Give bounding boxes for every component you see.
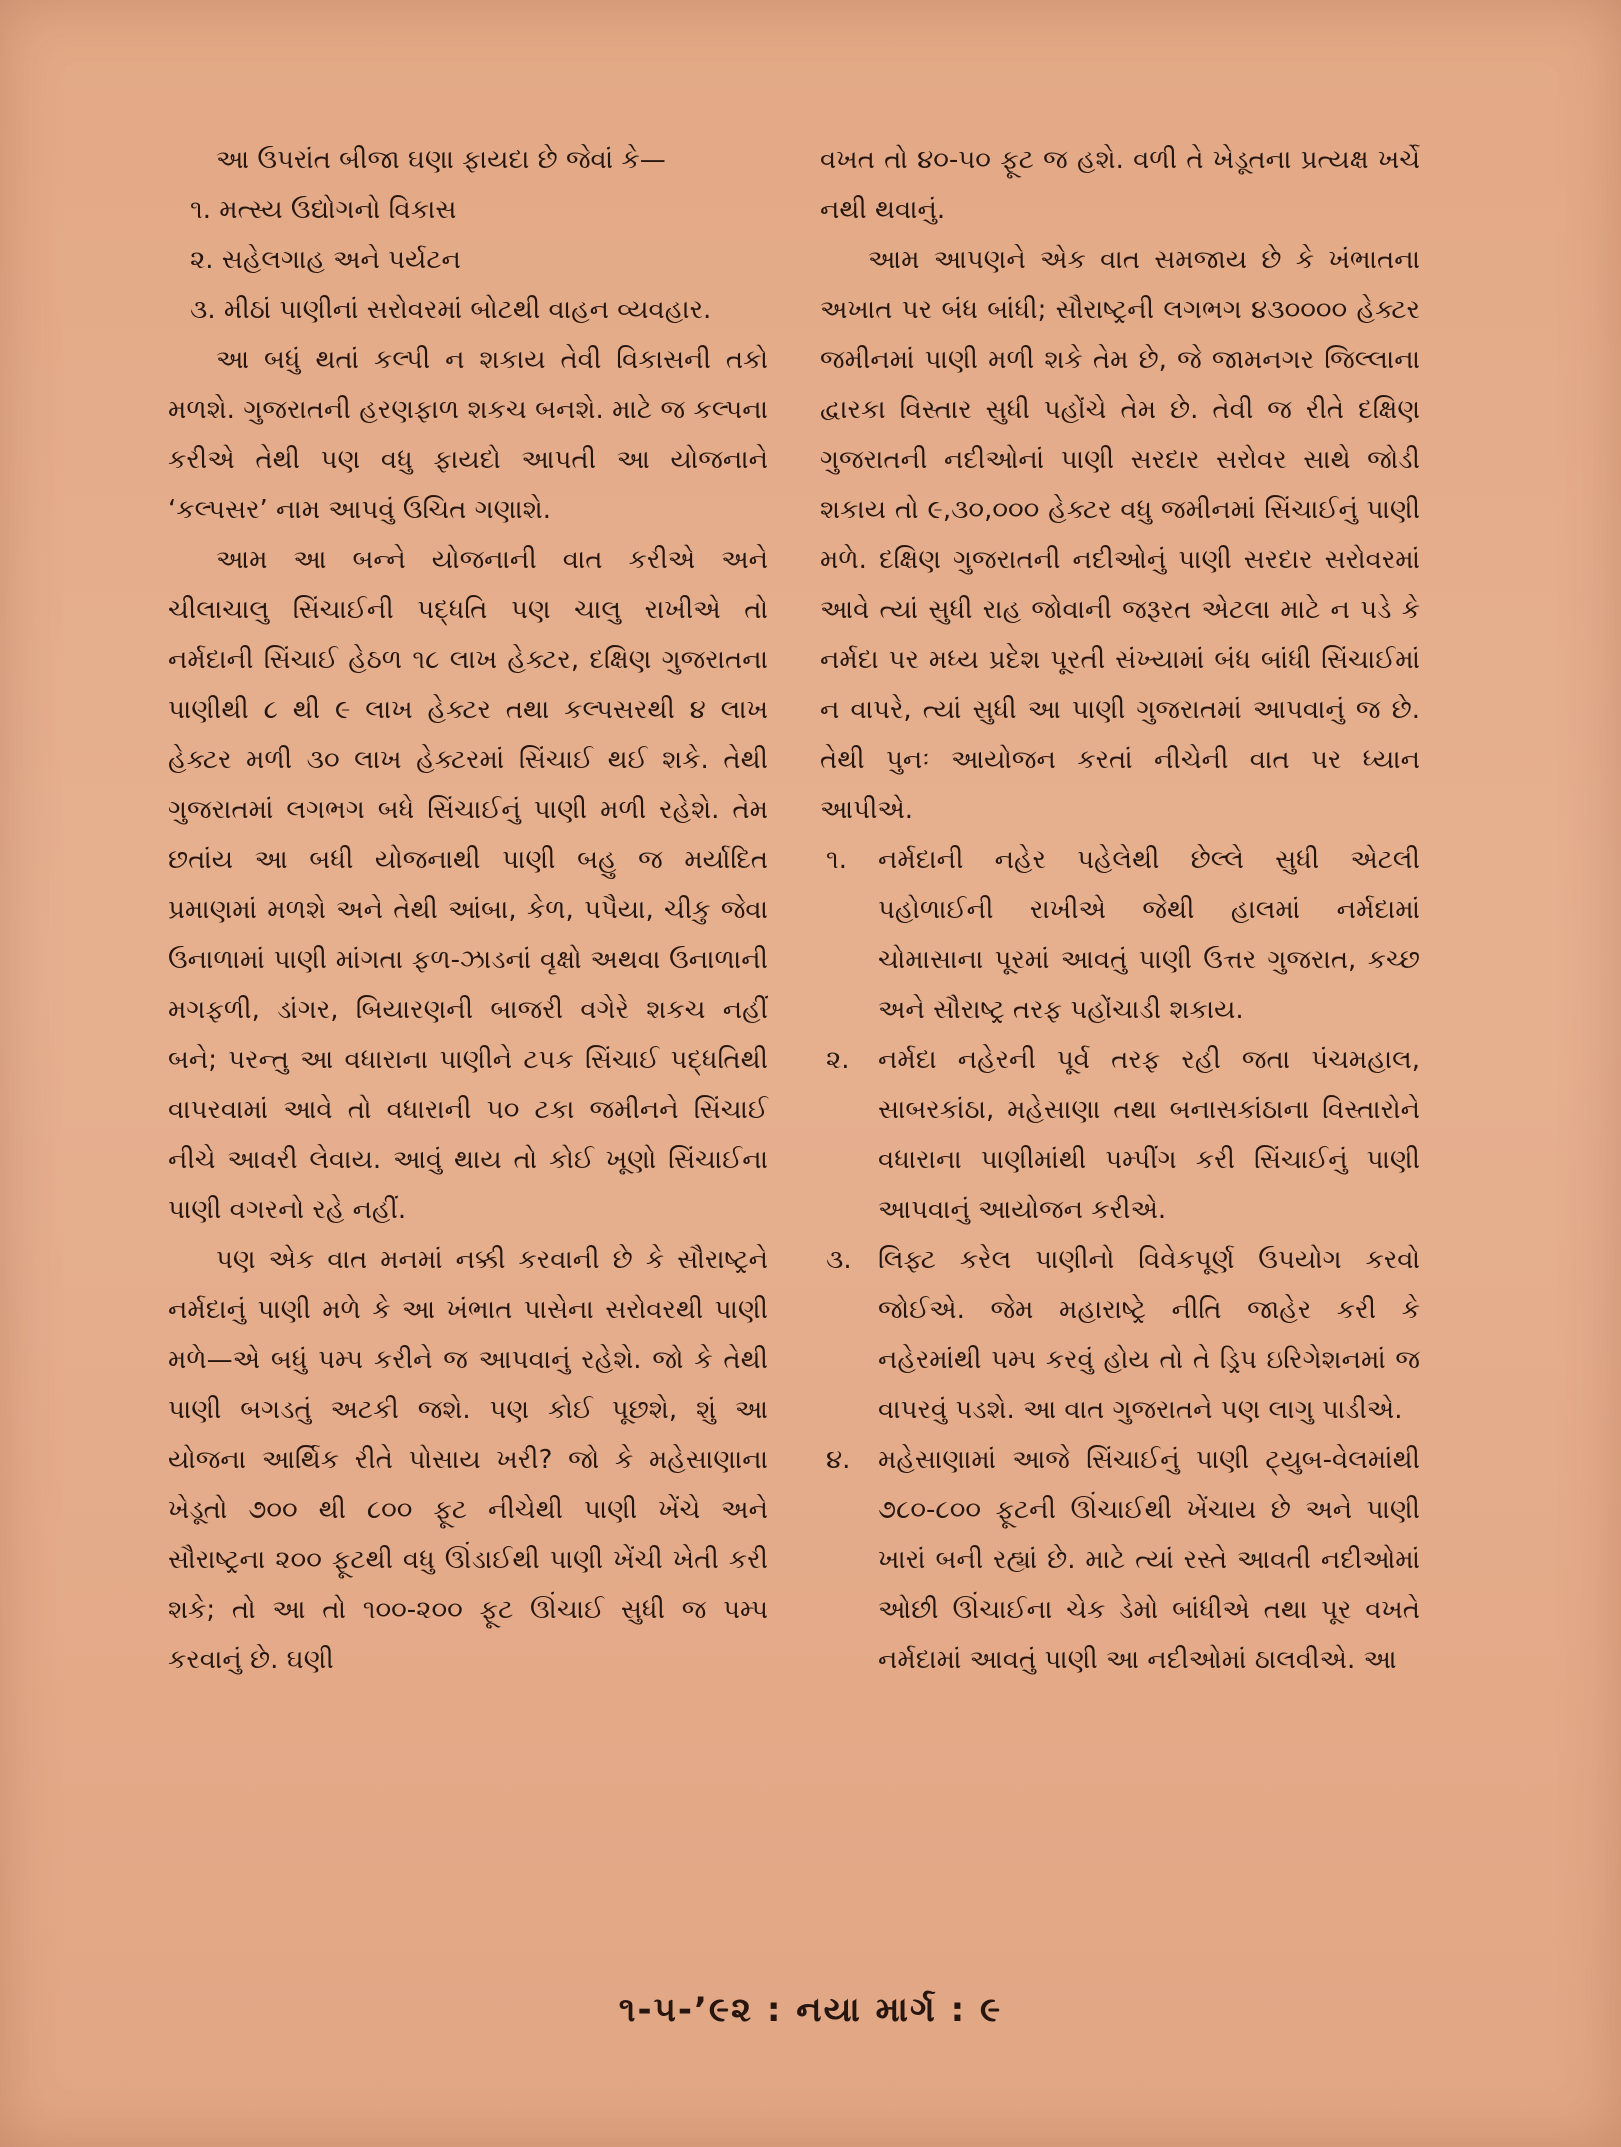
item-text: નર્મદા નહેરની પૂર્વ તરફ રહી જતા પંચમહાલ, સાબરકાંઠા, મહેસાણા તથા બનાસકાંઠાના વિસ્તારોને વધારાના પાણીમાંથી પમ્પીંગ કરી સિંચાઈનું પાણી આપવાનું આયોજન કરીએ. bbox=[878, 1045, 1420, 1225]
left-column bbox=[168, 135, 768, 1685]
item-text: નર્મદાની નહેર પહેલેથી છેલ્લે સુધી એટલી પહોળાઈની રાખીએ જેથી હાલમાં નર્મદામાં ચોમાસાના પૂરમાં આવતું પાણી ઉત્તર ગુજરાત, કચ્છ અને સૌરાષ્ટ્ર તરફ પહોંચાડી શકાય. bbox=[878, 845, 1420, 1025]
item-number: ૪. bbox=[826, 1445, 851, 1475]
paragraph: આ બધું થતાં કલ્પી ન શકાય તેવી વિકાસની તકો મળશે. ગુજરાતની હરણફાળ શકચ બનશે. માટે જ કલ્પના કરીએ તેથી પણ વધુ ફાયદો આપતી આ યોજનાને ‘કલ્પસર’ નામ આપવું ઉચિત ગણાશે. bbox=[168, 345, 768, 525]
item-text: મહેસાણામાં આજે સિંચાઈનું પાણી ટ્યુબ-વેલમાંથી ૭૮૦-૮૦૦ ફૂટની ઊંચાઈથી ખેંચાય છે અને પાણી ખારાં બની રહ્યાં છે. માટે ત્યાં રસ્તે આવતી નદીઓમાં ઓછી ઊંચાઈના ચેક ડેમો બાંધીએ તથા પૂર વખતે નર્મદામાં આવતું પાણી આ નદીઓમાં ઠાલવીએ. આ bbox=[878, 1445, 1420, 1675]
paragraph: આ ઉપરાંત બીજા ઘણા ફાયદા છે જેવાં કે— bbox=[216, 145, 666, 175]
paragraph: વખત તો ૪૦-૫૦ ફૂટ જ હશે. વળી તે ખેડૂતના પ્રત્યક્ષ ખર્ચે નથી થવાનું. bbox=[820, 145, 1420, 225]
list-item: ૨. સહેલગાહ અને પર્યટન bbox=[190, 245, 461, 275]
paragraph: આમ આ બન્ને યોજનાની વાત કરીએ અને ચીલાચાલુ સિંચાઈની પદ્ધતિ પણ ચાલુ રાખીએ તો નર્મદાની સિંચાઈ હેઠળ ૧૮ લાખ હેક્ટર, દક્ષિણ ગુજરાતના પાણીથી ૮ થી ૯ લાખ હેક્ટર તથા કલ્પસરથી ૪ લાખ હેક્ટર મળી ૩૦ લાખ હેક્ટરમાં સિંચાઈ થઈ શકે. તેથી ગુજરાતમાં લગભગ બધે સિંચાઈનું પાણી મળી રહેશે. તેમ છતાંય આ બધી યોજનાથી પાણી બહુ જ મર્યાદિત પ્રમાણમાં મળશે અને તેથી આંબા, કેળ, પપૈયા, ચીકુ જેવા ઉનાળામાં પાણી માંગતા ફળ-ઝાડનાં વૃક્ષો અથવા ઉનાળાની મગફળી, ડાંગર, બિયારણની બાજરી વગેરે શકચ નહીં બને; પરન્તુ આ વધારાના પાણીને ટપક સિંચાઈ પદ્ધતિથી વાપરવામાં આવે તો વધારાની ૫૦ ટકા જમીનને સિંચાઈ નીચે આવરી લેવાય. આવું થાય તો કોઈ ખૂણો સિંચાઈના પાણી વગરનો રહે નહીં. bbox=[168, 545, 768, 1225]
list-item: ૩. મીઠાં પાણીનાં સરોવરમાં બોટથી વાહન વ્યવહાર. bbox=[190, 295, 712, 325]
paragraph: આમ આપણને એક વાત સમજાય છે કે ખંભાતના અખાત પર બંધ બાંધી; સૌરાષ્ટ્રની લગભગ ૪૩૦૦૦૦ હેક્ટર જમીનમાં પાણી મળી શકે તેમ છે, જે જામનગર જિલ્લાના દ્વારકા વિસ્તાર સુધી પહોંચે તેમ છે. તેવી જ રીતે દક્ષિણ ગુજરાતની નદીઓનાં પાણી સરદાર સરોવર સાથે જોડી શકાય તો ૯,૩૦,૦૦૦ હેક્ટર વધુ જમીનમાં સિંચાઈનું પાણી મળે. દક્ષિણ ગુજરાતની નદીઓનું પાણી સરદાર સરોવરમાં આવે ત્યાં સુધી રાહ જોવાની જરૂરત એટલા માટે ન પડે કે નર્મદા પર મધ્ય પ્રદેશ પૂરતી સંખ્યામાં બંધ બાંધી સિંચાઈમાં ન વાપરે, ત્યાં સુધી આ પાણી ગુજરાતમાં આપવાનું જ છે. તેથી પુનઃ આયોજન કરતાં નીચેની વાત પર ધ્યાન આપીએ. bbox=[820, 245, 1420, 825]
numbered-item bbox=[820, 835, 1420, 1035]
item-text: લિફ્ટ કરેલ પાણીનો વિવેકપૂર્ણ ઉપયોગ કરવો જોઈએ. જેમ મહારાષ્ટ્રે નીતિ જાહેર કરી કે નહેરમાંથી પમ્પ કરવું હોય તો તે ડ્રિપ ઇરિગેશનમાં જ વાપરવું પડશે. આ વાત ગુજરાતને પણ લાગુ પાડીએ. bbox=[878, 1245, 1420, 1425]
numbered-item bbox=[820, 1435, 1420, 1685]
page-footer: ૧-૫-’૯૨ : નયા માર્ગ : ૯ bbox=[618, 1990, 1003, 2030]
paragraph: પણ એક વાત મનમાં નક્કી કરવાની છે કે સૌરાષ્ટ્રને નર્મદાનું પાણી મળે કે આ ખંભાત પાસેના સરોવરથી પાણી મળે—એ બધું પમ્પ કરીને જ આપવાનું રહેશે. જો કે તેથી પાણી બગડતું અટકી જશે. પણ કોઈ પૂછશે, શું આ યોજના આર્થિક રીતે પોસાય ખરી? જો કે મહેસાણાના ખેડૂતો ૭૦૦ થી ૮૦૦ ફૂટ નીચેથી પાણી ખેંચે અને સૌરાષ્ટ્રના ૨૦૦ ફૂટથી વધુ ઊંડાઈથી પાણી ખેંચી ખેતી કરી શકે; તો આ તો ૧૦૦-૨૦૦ ફૂટ ઊંચાઈ સુધી જ પમ્પ કરવાનું છે. ઘણી bbox=[168, 1245, 768, 1675]
item-number: ૩. bbox=[826, 1245, 852, 1275]
numbered-item bbox=[820, 1035, 1420, 1235]
item-number: ૧. bbox=[826, 845, 848, 875]
list-item: ૧. મત્સ્ય ઉદ્યોગનો વિકાસ bbox=[190, 195, 457, 225]
numbered-item bbox=[820, 1235, 1420, 1435]
right-column bbox=[820, 135, 1420, 1685]
item-number: ૨. bbox=[826, 1045, 850, 1075]
